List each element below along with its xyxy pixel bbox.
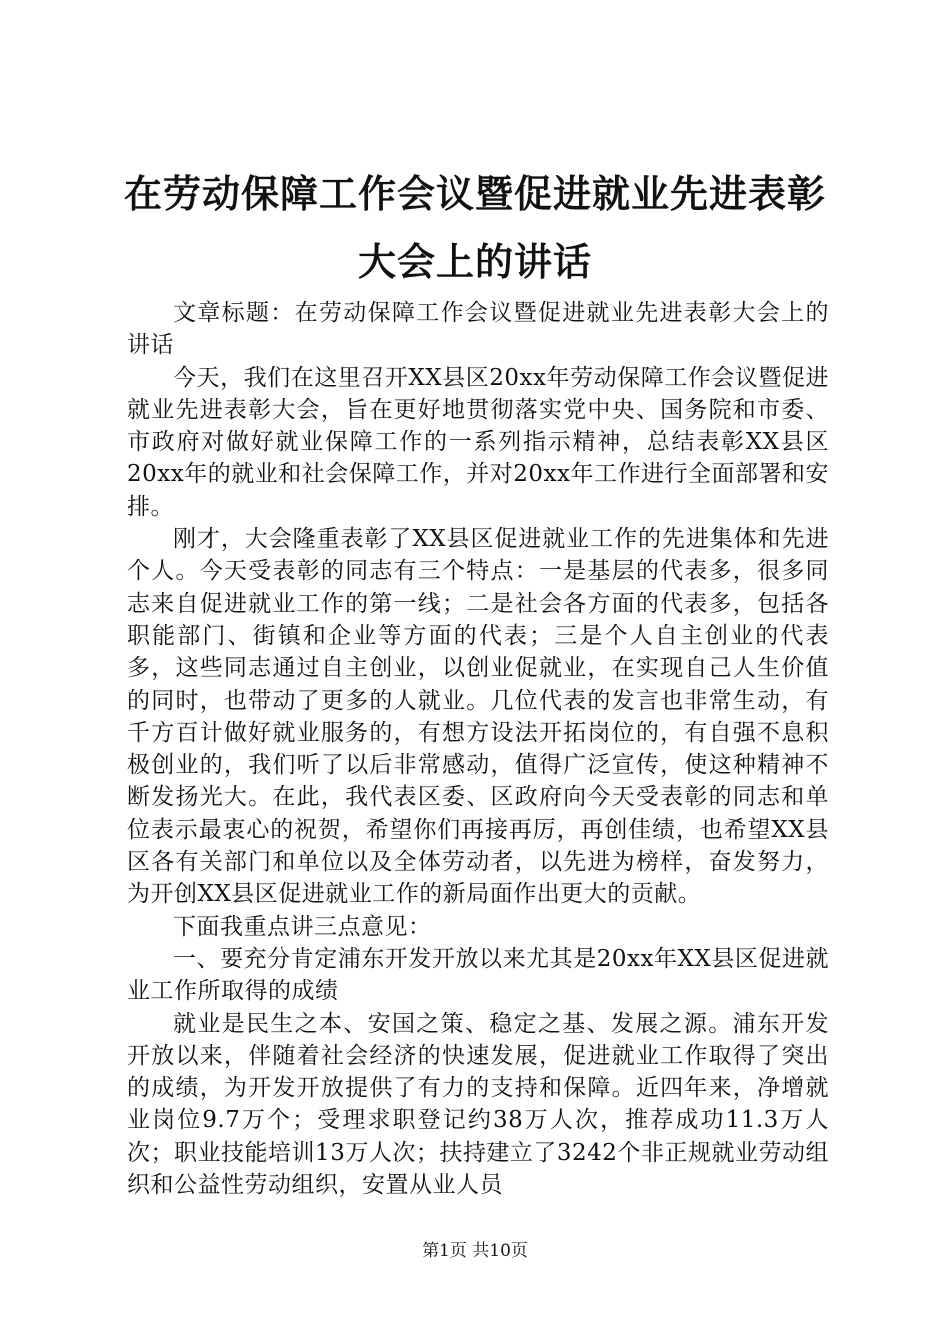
paragraph-three-points-intro: 下面我重点讲三点意见： [173, 913, 432, 940]
page-footer [0, 1240, 950, 1262]
document-body [127, 297, 829, 1201]
paragraph-employment-achievements: 就业是民生之本、安国之策、稳定之基、发展之源。浦东开发开放以来，伴随着社会经济的快速发展，促进就业工作取得了突出的成绩，为开发开放提供了有力的支持和保障。近四年来，净增就业岗位9.7万个；受理求职登记约38万人次，推荐成功11.3万人次；职业技能培训13万人次；扶持建立了3242个非正规就业劳动组织和公益性劳动组织，安置从业人员 [127, 1010, 829, 1199]
section-heading-one: 一、要充分肯定浦东开发开放以来尤其是20xx年XX县区促进就业工作所取得的成绩 [127, 945, 829, 1005]
paragraph-article-heading: 文章标题：在劳动保障工作会议暨促进就业先进表彰大会上的讲话 [127, 300, 829, 359]
page-number: 第1页 共10页 [422, 1241, 528, 1261]
paragraph-commendation: 刚才，大会隆重表彰了XX县区促进就业工作的先进集体和先进个人。今天受表彰的同志有三个特点：一是基层的代表多，很多同志来自促进就业工作的第一线；二是社会各方面的代表多，包括各职能部门、街镇和企业等方面的代表；三是个人自主创业的代表多，这些同志通过自主创业，以创业促就业，在实现自己人生价值的同时，也带动了更多的人就业。几位代表的发言也非常生动，有千方百计做好就业服务的，有想方设法开拓岗位的，有自强不息积极创业的，我们听了以后非常感动，值得广泛宣传，使这种精神不断发扬光大。在此，我代表区委、区政府向今天受表彰的同志和单位表示最衷心的祝贺，希望你们再接再厉，再创佳绩，也希望XX县区各有关部门和单位以及全体劳动者，以先进为榜样，奋发努力，为开创XX县区促进就业工作的新局面作出更大的贡献。 [127, 526, 829, 908]
document-title: 在劳动保障工作会议暨促进就业先进表彰大会上的讲话 [123, 172, 826, 284]
paragraph-opening: 今天，我们在这里召开XX县区20xx年劳动保障工作会议暨促进就业先进表彰大会，旨在更好地贯彻落实党中央、国务院和市委、市政府对做好就业保障工作的一系列指示精神，总结表彰XX县区20xx年的就业和社会保障工作，并对20xx年工作进行全面部署和安排。 [127, 364, 829, 520]
